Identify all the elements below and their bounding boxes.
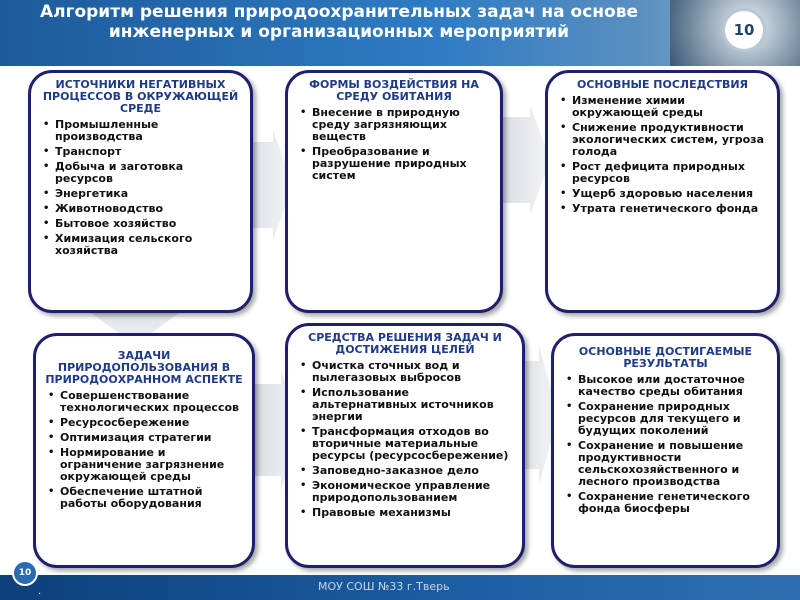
slide-number-badge: 10 <box>722 8 766 52</box>
list-item: • Сохранение и повышение продуктивности сельскохозяйственного и лесного производства <box>562 440 769 488</box>
box-results-list <box>562 374 769 515</box>
box-sources-list <box>39 119 242 257</box>
list-item: • Ущерб здоровью населения <box>556 188 769 200</box>
box-forms <box>285 70 503 313</box>
box-forms-title: ФОРМЫ ВОЗДЕЙСТВИЯ НА СРЕДУ ОБИТАНИЯ <box>309 78 479 103</box>
list-item: • Утрата генетического фонда <box>556 203 769 215</box>
list-item: • Внесение в природную среду загрязняющих веществ <box>296 107 492 143</box>
list-item: • Ресурсосбережение <box>44 417 244 429</box>
box-means <box>285 323 525 568</box>
list-item: • Оптимизация стратегии <box>44 432 244 444</box>
header-bar <box>0 0 800 66</box>
list-item: • Добыча и заготовка ресурсов <box>39 161 242 185</box>
box-results <box>551 333 780 568</box>
box-consequences <box>545 70 780 313</box>
box-consequences-title: ОСНОВНЫЕ ПОСЛЕДСТВИЯ <box>576 78 749 91</box>
footer-bar <box>0 575 800 600</box>
list-item: • Энергетика <box>39 188 242 200</box>
box-sources <box>28 70 253 313</box>
list-item: • Трансформация отходов во вторичные материальные ресурсы (ресурсосбережение) <box>296 426 514 462</box>
list-item: • Правовые механизмы <box>296 507 514 519</box>
box-means-title: СРЕДСТВА РЕШЕНИЯ ЗАДАЧ И ДОСТИЖЕНИЯ ЦЕЛЕЙ <box>308 331 502 356</box>
footer-slide-badge: 10 <box>12 560 38 586</box>
list-item: • Сохранение природных ресурсов для текущего и будущих поколений <box>562 401 769 437</box>
list-item: • Высокое или достаточное качество среды обитания <box>562 374 769 398</box>
slide-title: Алгоритм решения природоохранительных задач на основе инженерных и организационных мероприятий <box>39 2 639 42</box>
list-item: • Снижение продуктивности экологических систем, угроза голода <box>556 122 769 158</box>
box-sources-title: ИСТОЧНИКИ НЕГАТИВНЫХ ПРОЦЕССОВ В ОКРУЖАЮЩЕЙ СРЕДЕ <box>42 78 239 115</box>
list-item: • Сохранение генетического фонда биосферы <box>562 491 769 515</box>
box-tasks <box>33 333 255 568</box>
box-results-title: ОСНОВНЫЕ ДОСТИГАЕМЫЕ РЕЗУЛЬТАТЫ <box>578 345 753 370</box>
list-item: • Заповедно-заказное дело <box>296 465 514 477</box>
box-tasks-title: ЗАДАЧИ ПРИРОДОПОЛЬЗОВАНИЯ В ПРИРОДООХРАННОМ АСПЕКТЕ <box>45 349 243 386</box>
list-item: • Экономическое управление природопользованием <box>296 480 514 504</box>
list-item: • Преобразование и разрушение природных систем <box>296 146 492 182</box>
list-item: • Изменение химии окружающей среды <box>556 95 769 119</box>
list-item: • Промышленные производства <box>39 119 242 143</box>
footer-school-name: МОУ СОШ №33 г.Тверь <box>318 580 450 593</box>
list-item: • Бытовое хозяйство <box>39 218 242 230</box>
list-item: • Обеспечение штатной работы оборудования <box>44 486 244 510</box>
list-item: • Животноводство <box>39 203 242 215</box>
box-forms-list <box>296 107 492 182</box>
list-item: • Рост дефицита природных ресурсов <box>556 161 769 185</box>
list-item: • Транспорт <box>39 146 242 158</box>
list-item: • Нормирование и ограничение загрязнение окружающей среды <box>44 447 244 483</box>
list-item: • Использование альтернативных источников энергии <box>296 387 514 423</box>
list-item: • Химизация сельского хозяйства <box>39 233 242 257</box>
box-means-list <box>296 360 514 519</box>
box-consequences-list <box>556 95 769 215</box>
box-tasks-list <box>44 390 244 510</box>
list-item: • Очистка сточных вод и пылегазовых выбросов <box>296 360 514 384</box>
footer-dot: . <box>38 586 42 597</box>
arrow-right-2 <box>500 105 550 215</box>
list-item: • Совершенствование технологических процессов <box>44 390 244 414</box>
